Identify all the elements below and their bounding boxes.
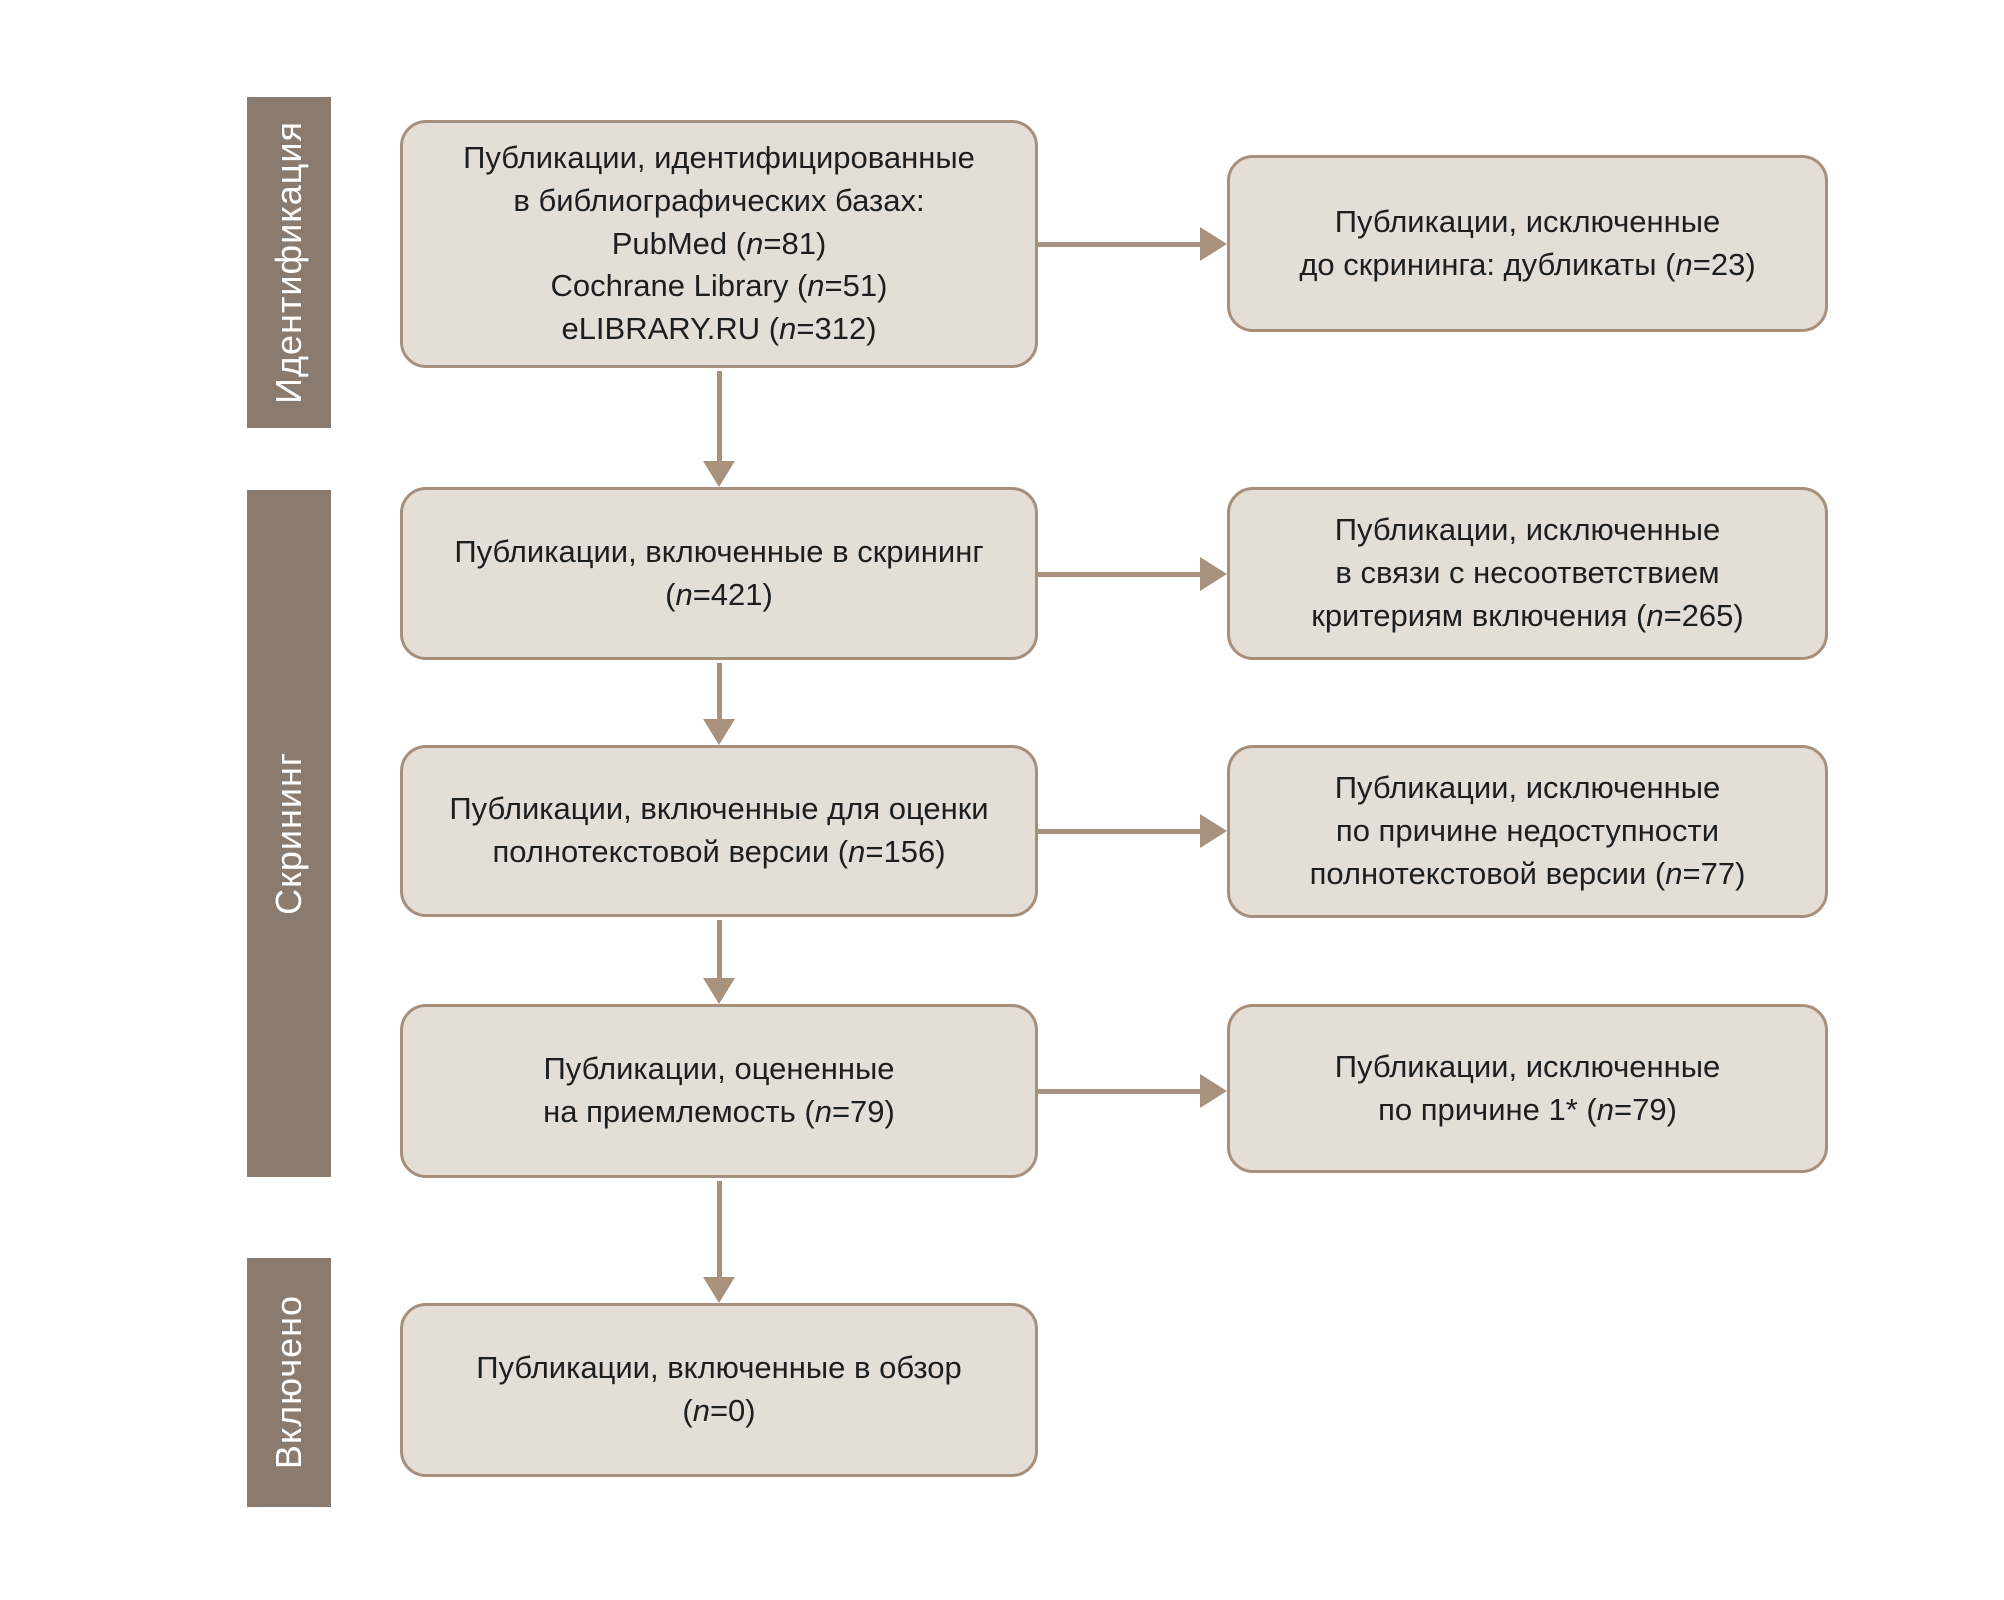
arrowhead-right-icon	[1200, 227, 1227, 261]
flow-box-text: Публикации, включенные для оценки полнотекстовой версии (n=156)	[449, 791, 989, 869]
stage-bar-identification	[247, 97, 331, 428]
arrowhead-down-icon	[703, 461, 735, 487]
stage-label-included: Включено	[268, 1295, 309, 1470]
exclusion-box-duplicates	[1227, 155, 1828, 332]
flow-box-text: Публикации, включенные в скрининг (n=421)	[454, 533, 984, 612]
arrow-line	[717, 1181, 722, 1277]
arrow-line	[1038, 572, 1202, 577]
flow-box-text: Публикации, идентифицированные в библиографических базах: PubMed (n=81) Cochrane Library (n=51) eLIBRARY.RU (n=312)	[463, 140, 975, 347]
flow-box-fulltext-assessment	[400, 745, 1038, 917]
down-arrow-2	[703, 663, 735, 745]
flow-box-text: Публикации, оцененные на приемлемость (n=79)	[543, 1051, 895, 1129]
right-arrow-2	[1038, 557, 1227, 591]
arrow-line	[1038, 829, 1202, 834]
down-arrow-4	[703, 1181, 735, 1303]
arrow-line	[717, 920, 722, 978]
exclusion-box-text: Публикации, исключенные по причине 1* (n=79)	[1334, 1048, 1721, 1127]
down-arrow-1	[703, 371, 735, 487]
arrowhead-down-icon	[703, 1277, 735, 1303]
flow-box-eligibility-assessed	[400, 1004, 1038, 1178]
right-arrow-1	[1038, 227, 1227, 261]
arrowhead-right-icon	[1200, 557, 1227, 591]
exclusion-box-criteria-mismatch	[1227, 487, 1828, 660]
exclusion-box-fulltext-unavailable	[1227, 745, 1828, 918]
flow-box-included-in-review	[400, 1303, 1038, 1477]
exclusion-box-text: Публикации, исключенные до скрининга: дубликаты (n=23)	[1299, 203, 1756, 282]
stage-label-identification: Идентификация	[268, 121, 309, 404]
exclusion-box-text: Публикации, исключенные в связи с несоответствием критериям включения (n=265)	[1311, 512, 1744, 633]
stage-bar-screening	[247, 490, 331, 1177]
arrow-line	[717, 371, 722, 461]
stage-bar-included	[247, 1258, 331, 1507]
exclusion-box-reason-1	[1227, 1004, 1828, 1173]
flow-box-included-in-screening	[400, 487, 1038, 660]
stage-label-screening: Скрининг	[268, 752, 309, 915]
arrow-line	[1038, 1089, 1202, 1094]
right-arrow-3	[1038, 814, 1227, 848]
arrowhead-right-icon	[1200, 1074, 1227, 1108]
arrowhead-right-icon	[1200, 814, 1227, 848]
arrow-line	[717, 663, 722, 719]
arrowhead-down-icon	[703, 978, 735, 1004]
right-arrow-4	[1038, 1074, 1227, 1108]
down-arrow-3	[703, 920, 735, 1004]
flow-box-text: Публикации, включенные в обзор (n=0)	[476, 1350, 962, 1428]
arrow-line	[1038, 242, 1202, 247]
arrowhead-down-icon	[703, 719, 735, 745]
flow-box-identified-publications	[400, 120, 1038, 368]
exclusion-box-text: Публикации, исключенные по причине недоступности полнотекстовой версии (n=77)	[1309, 770, 1746, 891]
